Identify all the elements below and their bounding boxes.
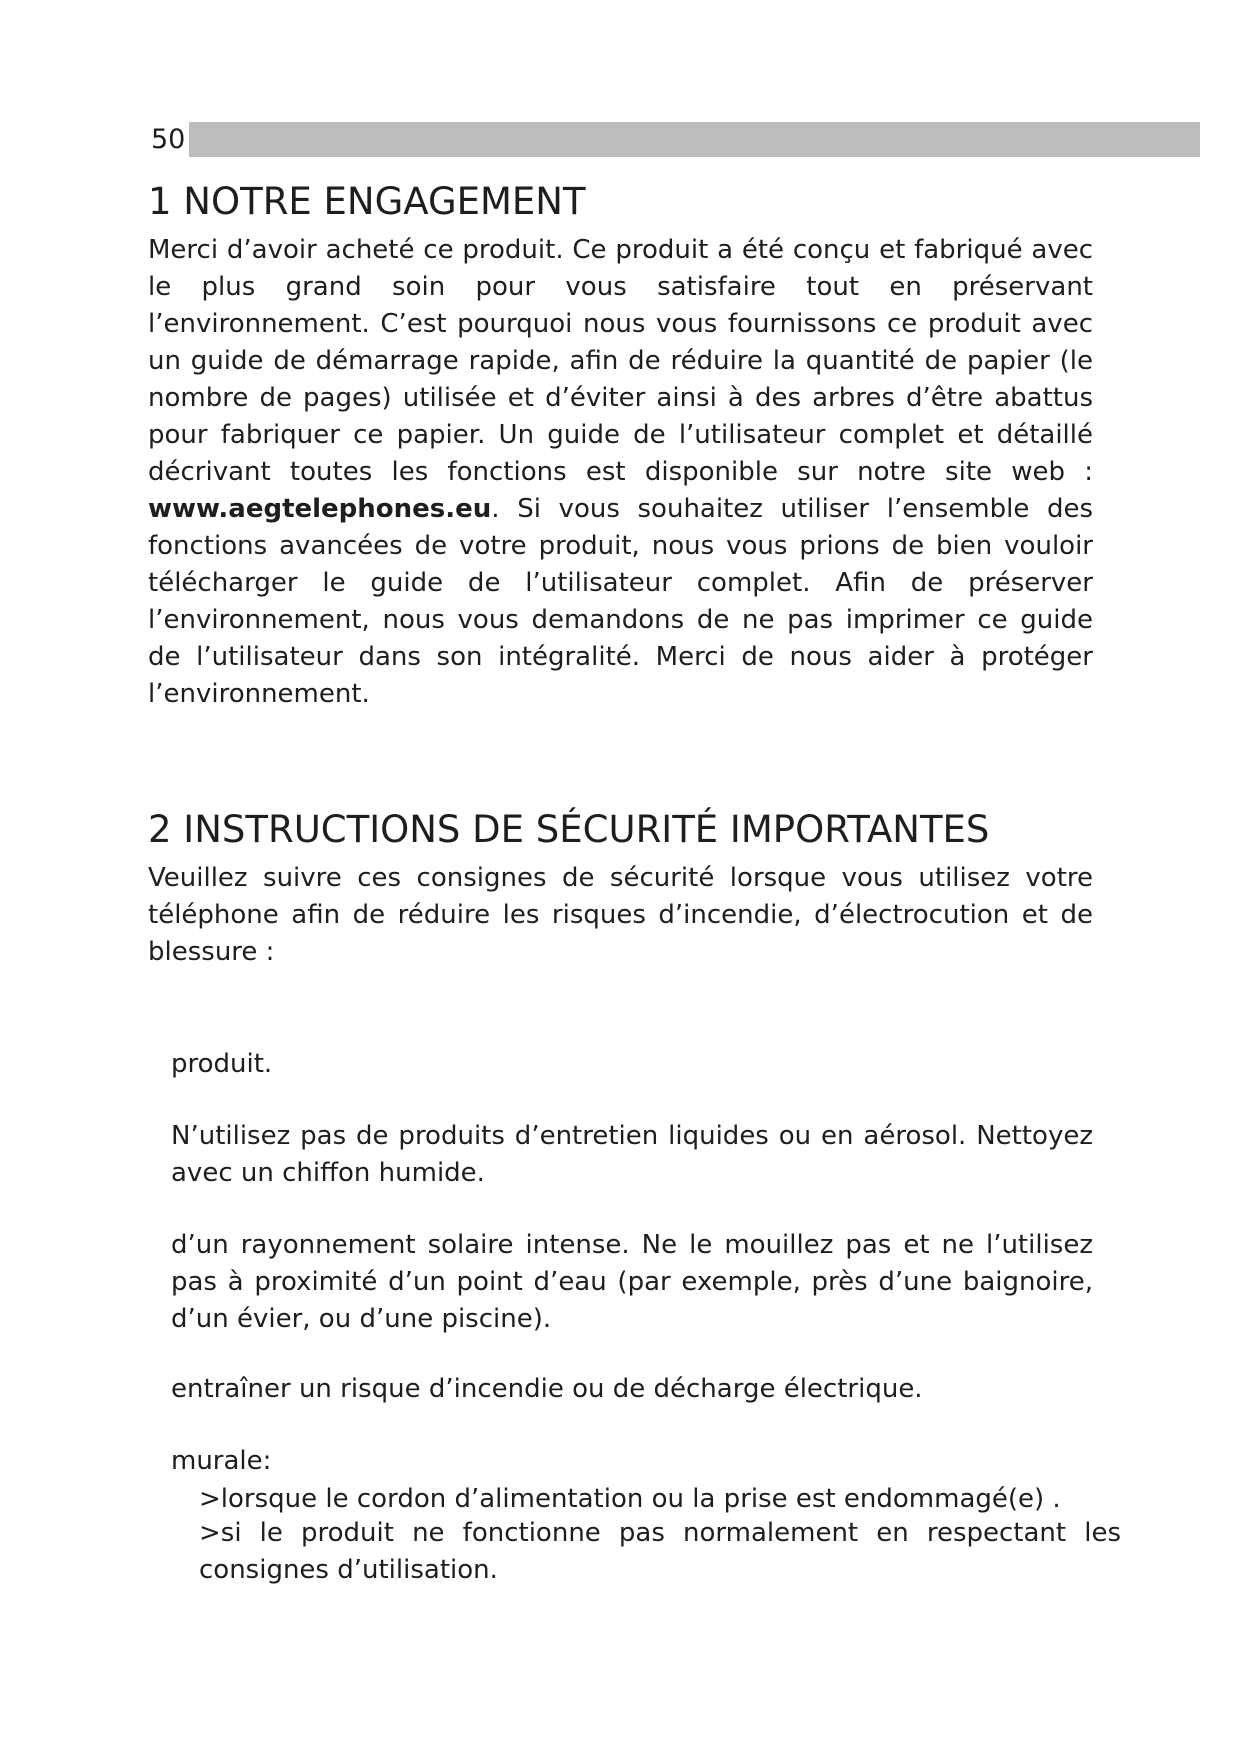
safety-item: d’un rayonnement solaire intense. Ne le mouillez pas et ne l’utilisez pas à proximité d’un point d’eau (par exemple, près d’une baignoire, d’un évier, ou d’une piscine).	[171, 1230, 1093, 1334]
safety-subitem: >lorsque le cordon d’alimentation ou la prise est endommagé(e) .	[199, 1484, 1061, 1514]
safety-item: produit.	[171, 1049, 273, 1079]
safety-item: N’utilisez pas de produits d’entretien liquides ou en aérosol. Nettoyez avec un chiffon humide.	[171, 1121, 1093, 1188]
section-1-title: 1 NOTRE ENGAGEMENT	[148, 180, 586, 223]
section-2-intro: Veuillez suivre ces consignes de sécurité lorsque vous utilisez votre téléphone afin de réduire les risques d’incendie, d’électrocution et de blessure :	[148, 863, 1093, 967]
page-header-bar	[149, 122, 1200, 157]
safety-item: entraîner un risque d’incendie ou de décharge électrique.	[171, 1374, 923, 1404]
page-number: 50	[149, 122, 189, 157]
website-link[interactable]: www.aegtelephones.eu	[148, 494, 492, 524]
section-1-text-start: Merci d’avoir acheté ce produit. Ce produit a été conçu et fabriqué avec le plus grand soin pour vous satisfaire tout en préservant l’environnement. C’est pourquoi nous vous fournissons ce produit avec un guide de démarrage rapide, afin de réduire la quantité de papier (le nombre de pages) utilisée et d’éviter ainsi à des arbres d’être abattus pour fabriquer ce papier. Un guide de l’utilisateur complet et détaillé décrivant toutes les fonctions est disponible sur notre site web :	[148, 235, 1093, 487]
section-2-title: 2 INSTRUCTIONS DE SÉCURITÉ IMPORTANTES	[148, 808, 990, 851]
safety-subitem: >si le produit ne fonctionne pas normalement en respectant les consignes d’utilisation.	[199, 1518, 1121, 1585]
section-1-body	[148, 232, 1093, 713]
section-1-text-end: . Si vous souhaitez utiliser l’ensemble des fonctions avancées de votre produit, nous vous prions de bien vouloir télécharger le guide de l’utilisateur complet. Afin de préserver l’environnement, nous vous demandons de ne pas imprimer ce guide de l’utilisateur dans son intégralité. Merci de nous aider à protéger l’environnement.	[148, 494, 1093, 709]
safety-item: murale:	[171, 1446, 272, 1476]
